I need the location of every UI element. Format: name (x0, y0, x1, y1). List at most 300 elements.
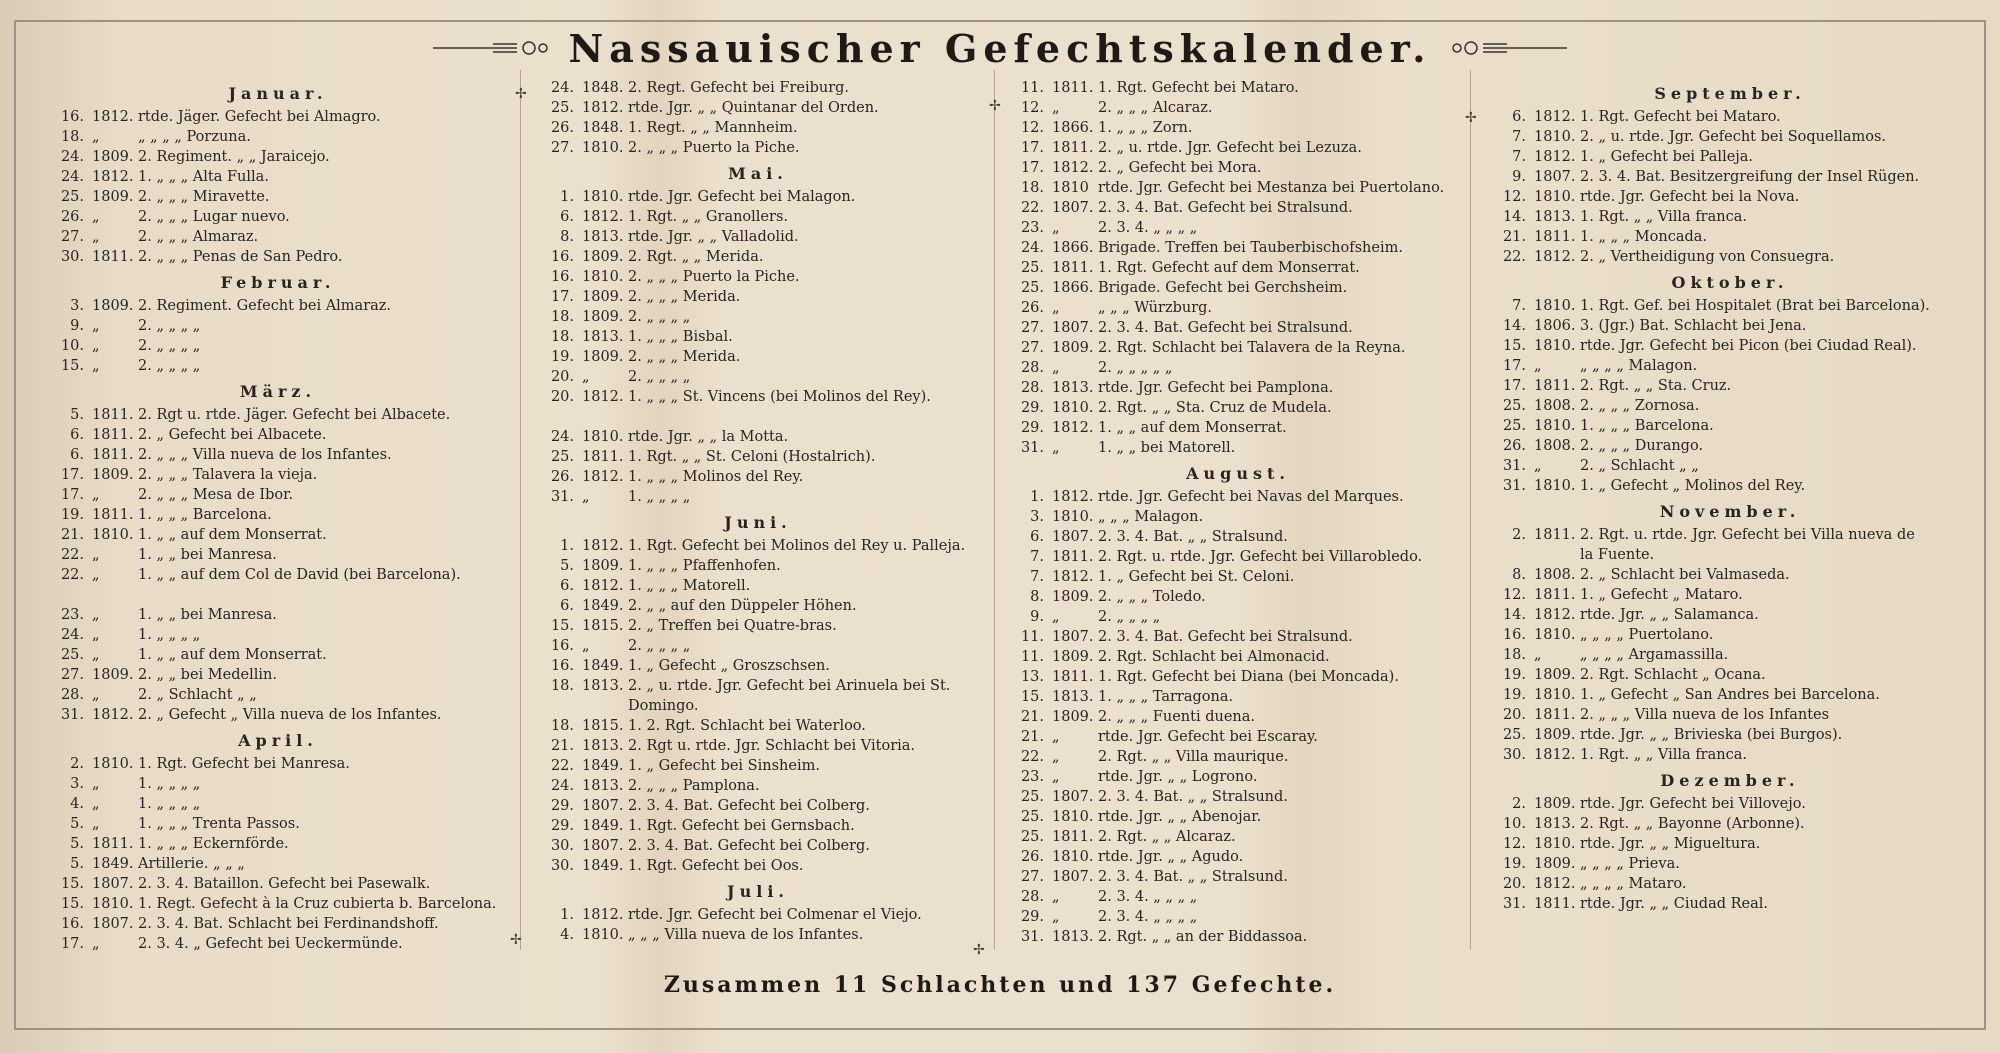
entry-year: 1810. (1534, 338, 1576, 354)
entry-text: 2. 3. 4. Bataillon. Gefecht bei Pasewalk. (138, 876, 431, 892)
calendar-entry (1018, 198, 1458, 218)
cross-mark-icon: ✢ (1465, 110, 1477, 126)
calendar-entry (548, 287, 968, 307)
entry-text: 2. „ „ „ Miravette. (138, 189, 270, 205)
entry-text: 2. „ „ „ „ (628, 369, 691, 385)
entry-text: „ „ „ „ Argamassilla. (1580, 647, 1729, 663)
calendar-entry (548, 487, 968, 507)
entry-text: rtde. Jgr. „ „ Quintanar del Orden. (628, 100, 879, 116)
entry-year: 1810 (1052, 180, 1089, 196)
entry-day: 31. (1020, 440, 1044, 456)
calendar-entry (1018, 867, 1458, 887)
calendar-entry (58, 356, 498, 376)
entry-text: 1. „ Gefecht „ Mataro. (1580, 587, 1743, 603)
calendar-entry (1018, 907, 1458, 927)
calendar-column (1018, 78, 1458, 947)
entry-day: 12. (1020, 120, 1044, 136)
entry-year: 1809. (92, 467, 134, 483)
calendar-entry (58, 685, 498, 705)
entry-day: 19. (1502, 687, 1526, 703)
entry-text: 1. Rgt. Gefecht auf dem Monserrat. (1098, 260, 1360, 276)
entry-day: 1. (1030, 489, 1044, 505)
month-heading: August. (1186, 464, 1290, 483)
entry-day: 6. (560, 578, 574, 594)
calendar-entry (1018, 647, 1458, 667)
entry-year: 1811. (1534, 707, 1576, 723)
entry-day: 29. (1020, 420, 1044, 436)
entry-year: 1810. (1534, 478, 1576, 494)
entry-text: 2. 3. 4. „ „ „ „ (1098, 889, 1198, 905)
entry-day: 22. (60, 547, 84, 563)
entry-day: 31. (1502, 896, 1526, 912)
entry-year: 1812. (1052, 569, 1094, 585)
entry-text: 2. 3. 4. Bat. Schlacht bei Ferdinandshoff. (138, 916, 439, 932)
entry-day: 17. (60, 467, 84, 483)
calendar-entry (1018, 438, 1458, 458)
calendar-entry (548, 267, 968, 287)
calendar-entry (1018, 607, 1458, 627)
calendar-entry (1500, 565, 1960, 585)
entry-year: 1809. (582, 558, 624, 574)
entry-year: „ (92, 209, 100, 225)
entry-year: „ (92, 607, 100, 623)
entry-day: 22. (1020, 200, 1044, 216)
entry-text: 1. Rgt. Gefecht bei Manresa. (138, 756, 350, 772)
calendar-entry (548, 616, 968, 636)
calendar-entry (58, 814, 498, 834)
entry-text: 1. „ „ „ Molinos del Rey. (628, 469, 804, 485)
entry-day: 6. (70, 447, 84, 463)
entry-text: 1. Rgt. Gefecht bei Diana (bei Moncada). (1098, 669, 1399, 685)
entry-text: rtde. Jgr. Gefecht bei Escaray. (1098, 729, 1318, 745)
entry-day: 5. (70, 816, 84, 832)
calendar-entry (1018, 507, 1458, 527)
entry-day: 19. (60, 507, 84, 523)
entry-day: 18. (550, 718, 574, 734)
calendar-entry (1500, 834, 1960, 854)
entry-text: 2. „ Schlacht „ „ (138, 687, 257, 703)
calendar-entry (548, 227, 968, 247)
calendar-entry (548, 98, 968, 118)
calendar-entry (1500, 107, 1960, 127)
entry-text: 1. Rgt. „ „ Villa franca. (1580, 747, 1747, 763)
entry-text: 2. „ „ „ Merida. (628, 289, 741, 305)
entry-text: rtde. Jgr. „ „ Salamanca. (1580, 607, 1759, 623)
calendar-entry (1500, 665, 1960, 685)
entry-day: 21. (1502, 229, 1526, 245)
month-heading: Mai. (728, 164, 788, 183)
entry-day: 19. (1502, 667, 1526, 683)
entry-day: 25. (1020, 789, 1044, 805)
calendar-entry (1018, 807, 1458, 827)
month-heading: April. (238, 731, 318, 750)
cross-mark-icon: ✢ (989, 98, 1001, 114)
calendar-entry (58, 774, 498, 794)
entry-text: 2. „ „ „ Alcaraz. (1098, 100, 1213, 116)
cross-mark-icon: ✢ (515, 86, 527, 102)
entry-text: 2. 3. 4. Bat. Gefecht bei Colberg. (628, 798, 870, 814)
entry-day: 26. (1020, 300, 1044, 316)
entry-day: 9. (70, 318, 84, 334)
entry-day: 5. (70, 407, 84, 423)
entry-day: 17. (550, 289, 574, 305)
entry-day: 16. (60, 109, 84, 125)
entry-text: 2. Rgt. Schlacht bei Talavera de la Reyna. (1098, 340, 1406, 356)
entry-day: 28. (1020, 889, 1044, 905)
entry-year: 1809. (1534, 796, 1576, 812)
calendar-entry (548, 327, 968, 347)
month-heading: Februar. (220, 273, 336, 292)
cross-mark-icon: ✢ (973, 942, 985, 958)
entry-text: 2. 3. 4. Bat. Gefecht bei Stralsund. (1098, 320, 1353, 336)
entry-year: „ (92, 338, 100, 354)
entry-day: 20. (1502, 876, 1526, 892)
entry-year: 1812. (1534, 149, 1576, 165)
entry-year: 1807. (1534, 169, 1576, 185)
calendar-entry (548, 347, 968, 367)
entry-day: 17. (60, 936, 84, 952)
entry-year: 1811. (1534, 378, 1576, 394)
entry-year: 1811. (92, 427, 134, 443)
entry-year: 1848. (582, 80, 624, 96)
entry-text: 2. „ „ „ „ (1098, 609, 1161, 625)
entry-text: 2. Rgt. „ „ Alcaraz. (1098, 829, 1236, 845)
calendar-entry (58, 605, 498, 625)
calendar-entry (1018, 827, 1458, 847)
entry-text: „ „ „ „ Porzuna. (138, 129, 251, 145)
entry-text: 2. 3. 4. „ Gefecht bei Ueckermünde. (138, 936, 403, 952)
calendar-entry (1018, 78, 1458, 98)
calendar-entry (1018, 178, 1458, 198)
entry-day: 15. (60, 876, 84, 892)
entry-year: 1811. (1534, 587, 1576, 603)
entry-year: 1813. (582, 229, 624, 245)
entry-year: 1809. (582, 309, 624, 325)
entry-year: 1809. (92, 189, 134, 205)
calendar-entry (58, 665, 498, 685)
entry-year: 1849. (582, 658, 624, 674)
entry-year: 1811. (1534, 229, 1576, 245)
entry-text: 1. „ „ auf dem Monserrat. (1098, 420, 1287, 436)
entry-year: 1810. (1052, 509, 1094, 525)
entry-year: „ (582, 489, 590, 505)
calendar-entry (1018, 847, 1458, 867)
entry-day: 20. (550, 369, 574, 385)
entry-day: 18. (1020, 180, 1044, 196)
entry-year: „ (1052, 440, 1060, 456)
entry-text: 2. „ „ „ „ (138, 338, 201, 354)
calendar-entry (1500, 416, 1960, 436)
entry-year: „ (92, 647, 100, 663)
entry-year: „ (92, 687, 100, 703)
entry-year: 1807. (1052, 869, 1094, 885)
calendar-entry (1018, 567, 1458, 587)
entry-text: rtde. Jgr. „ „ la Motta. (628, 429, 789, 445)
entry-year: 1809. (1534, 856, 1576, 872)
entry-year: 1809. (582, 289, 624, 305)
calendar-entry (1018, 687, 1458, 707)
entry-text: 2. „ „ „ Toledo. (1098, 589, 1206, 605)
entry-text: 1. „ „ „ „ (138, 776, 201, 792)
entry-year: 1849. (582, 598, 624, 614)
entry-day: 22. (60, 567, 84, 583)
calendar-entry (58, 445, 498, 465)
entry-text: 2. Rgt. „ „ Bayonne (Arbonne). (1580, 816, 1805, 832)
entry-day: 15. (60, 896, 84, 912)
entry-year: 1812. (582, 538, 624, 554)
entry-text: 1. „ „ „ Zorn. (1098, 120, 1193, 136)
entry-day: 15. (1502, 338, 1526, 354)
entry-year: 1809. (1052, 589, 1094, 605)
calendar-entry (58, 625, 498, 645)
entry-text: 1. „ „ bei Manresa. (138, 607, 277, 623)
entry-text: 2. „ „ „ „ (628, 309, 691, 325)
calendar-entry (58, 894, 498, 914)
calendar-entry (548, 925, 968, 945)
entry-year: „ (1052, 609, 1060, 625)
entry-text: „ „ „ „ Malagon. (1580, 358, 1698, 374)
calendar-entry (548, 776, 968, 796)
entry-day: 16. (550, 269, 574, 285)
entry-year: „ (92, 567, 100, 583)
entry-year: 1811. (1052, 140, 1094, 156)
entry-text: rtde. Jgr. „ „ Ciudad Real. (1580, 896, 1769, 912)
entry-day: 16. (1502, 627, 1526, 643)
entry-year: „ (1052, 729, 1060, 745)
entry-text: 2. „ „ „ Merida. (628, 349, 741, 365)
entry-text: 1. „ „ „ Matorell. (628, 578, 751, 594)
entry-day: 27. (1020, 869, 1044, 885)
entry-text: 2. „ Gefecht bei Albacete. (138, 427, 327, 443)
entry-text: rtde. Jgr. „ „ Migueltura. (1580, 836, 1761, 852)
entry-text: 1. „ „ bei Matorell. (1098, 440, 1236, 456)
entry-text: 1. „ „ „ „ (138, 796, 201, 812)
entry-year: 1812. (582, 100, 624, 116)
entry-text: 2. Rgt. „ „ Sta. Cruz. (1580, 378, 1732, 394)
entry-year: 1809. (1052, 709, 1094, 725)
calendar-entry (58, 565, 498, 605)
calendar-entry (548, 816, 968, 836)
entry-day: 12. (1502, 189, 1526, 205)
entry-year: 1812. (1052, 160, 1094, 176)
entry-year: 1815. (582, 618, 624, 634)
calendar-entry (58, 874, 498, 894)
entry-day: 15. (60, 358, 84, 374)
page-title: Nassauischer Gefechtskalender. (568, 25, 1432, 71)
entry-year: 1849. (582, 758, 624, 774)
entry-text: 2. „ „ „ Zornosa. (1580, 398, 1700, 414)
fold-line (994, 70, 995, 950)
entry-text: „ „ „ Würzburg. (1098, 300, 1213, 316)
entry-text: 1. Rgt. Gefecht bei Mataro. (1098, 80, 1299, 96)
entry-year: 1810. (582, 269, 624, 285)
entry-year: 1866. (1052, 280, 1094, 296)
entry-day: 6. (1030, 529, 1044, 545)
calendar-entry (58, 705, 498, 725)
entry-year: 1810. (92, 896, 134, 912)
entry-day: 5. (70, 856, 84, 872)
entry-day: 25. (1020, 260, 1044, 276)
entry-year: 1811. (1534, 527, 1576, 543)
entry-text: 2. 3. 4. Bat. Gefecht bei Stralsund. (1098, 200, 1353, 216)
calendar-entry (1500, 207, 1960, 227)
entry-day: 27. (60, 229, 84, 245)
calendar-entry (1500, 396, 1960, 416)
entry-year: 1809. (1534, 667, 1576, 683)
entry-day: 26. (1502, 438, 1526, 454)
entry-day: 31. (1020, 929, 1044, 945)
entry-text: 2. 3. 4. Bat. „ „ Stralsund. (1098, 529, 1288, 545)
entry-day: 8. (560, 229, 574, 245)
calendar-entry (1500, 336, 1960, 356)
entry-day: 30. (550, 858, 574, 874)
calendar-entry (548, 796, 968, 816)
entry-year: 1815. (582, 718, 624, 734)
entry-day: 9. (1512, 169, 1526, 185)
entry-text: 1. „ „ „ Pfaffenhofen. (628, 558, 781, 574)
entry-text: „ „ „ „ Mataro. (1580, 876, 1687, 892)
entry-year: 1810. (92, 756, 134, 772)
entry-day: 19. (1502, 856, 1526, 872)
entry-year: 1813. (582, 678, 624, 694)
calendar-entry (1018, 527, 1458, 547)
entry-year: 1809. (92, 298, 134, 314)
entry-day: 25. (1020, 280, 1044, 296)
calendar-entry (1500, 476, 1960, 496)
calendar-entry (1500, 247, 1960, 267)
entry-day: 26. (550, 120, 574, 136)
entry-text: rtde. Jgr. Gefecht bei Malagon. (628, 189, 856, 205)
calendar-entry (1500, 645, 1960, 665)
entry-day: 20. (550, 389, 574, 405)
entry-day: 23. (1020, 769, 1044, 785)
entry-year: „ (1052, 300, 1060, 316)
entry-year: „ (1052, 220, 1060, 236)
calendar-entry (1018, 338, 1458, 358)
entry-year: 1813. (1052, 689, 1094, 705)
entry-day: 6. (560, 598, 574, 614)
entry-text: 1. Rgt. Gefecht bei Gernsbach. (628, 818, 855, 834)
entry-year: 1813. (1052, 929, 1094, 945)
month-heading: Juli. (727, 882, 789, 901)
month-heading: Juni. (724, 513, 792, 532)
calendar-entry (1500, 296, 1960, 316)
calendar-entry (548, 636, 968, 656)
entry-year: 1808. (1534, 567, 1576, 583)
entry-text: 2. Rgt. „ „ an der Biddassoa. (1098, 929, 1308, 945)
entry-day: 22. (1502, 249, 1526, 265)
entry-text: „ „ „ „ Puertolano. (1580, 627, 1714, 643)
calendar-entry (58, 147, 498, 167)
entry-year: 1812. (1534, 747, 1576, 763)
entry-text: 1. „ Gefecht „ San Andres bei Barcelona. (1580, 687, 1880, 703)
entry-year: 1810. (1052, 400, 1094, 416)
calendar-entry (58, 485, 498, 505)
entry-day: 7. (1030, 569, 1044, 585)
calendar-entry (1500, 794, 1960, 814)
calendar-entry (1018, 418, 1458, 438)
entry-text: 2. Rgt. u. rtde. Jgr. Gefecht bei Villarobledo. (1098, 549, 1423, 565)
entry-year: 1810. (582, 927, 624, 943)
calendar-entry (548, 836, 968, 856)
entry-year: 1812. (1052, 489, 1094, 505)
entry-day: 16. (60, 916, 84, 932)
entry-year: 1811. (92, 249, 134, 265)
calendar-entry (1018, 767, 1458, 787)
calendar-entry (1500, 227, 1960, 247)
entry-year: 1812. (582, 469, 624, 485)
entry-year: 1810. (1534, 189, 1576, 205)
entry-text: 1. „ Gefecht bei Sinsheim. (628, 758, 820, 774)
entry-year: 1806. (1534, 318, 1576, 334)
entry-year: 1813. (582, 738, 624, 754)
entry-day: 16. (550, 249, 574, 265)
entry-day: 30. (60, 249, 84, 265)
entry-day: 3. (1030, 509, 1044, 525)
entry-day: 12. (1502, 836, 1526, 852)
calendar-entry (58, 794, 498, 814)
calendar-entry (58, 505, 498, 525)
entry-text: 1. „ „ „ St. Vincens (bei Molinos del Rey). (628, 389, 931, 405)
entry-day: 30. (1502, 747, 1526, 763)
calendar-entry (58, 207, 498, 227)
entry-day: 4. (560, 927, 574, 943)
calendar-entry (58, 247, 498, 267)
entry-year: 1849. (92, 856, 134, 872)
calendar-entry (1018, 487, 1458, 507)
calendar-entry (1500, 436, 1960, 456)
calendar-entry (1018, 398, 1458, 418)
entry-text: 1. Regt. „ „ Mannheim. (628, 120, 798, 136)
calendar-entry (548, 656, 968, 676)
calendar-entry (1500, 147, 1960, 167)
calendar-entry (1018, 98, 1458, 118)
entry-year: 1849. (582, 818, 624, 834)
entry-year: 1807. (582, 838, 624, 854)
entry-text: 2. „ Vertheidigung von Consuegra. (1580, 249, 1835, 265)
entry-text: Artillerie. „ „ „ (138, 856, 245, 872)
entry-text: Brigade. Gefecht bei Gerchsheim. (1098, 280, 1348, 296)
entry-text: 1. „ „ auf dem Monserrat. (138, 647, 327, 663)
entry-day: 28. (1020, 360, 1044, 376)
entry-day: 14. (1502, 209, 1526, 225)
entry-year: 1848. (582, 120, 624, 136)
calendar-entry (58, 296, 498, 316)
entry-text: 1. Rgt. „ „ St. Celoni (Hostalrich). (628, 449, 876, 465)
entry-day: 6. (560, 209, 574, 225)
entry-day: 7. (1512, 298, 1526, 314)
calendar-entry (1500, 685, 1960, 705)
entry-year: 1811. (92, 507, 134, 523)
entry-year: „ (92, 129, 100, 145)
entry-text: rtde. Jgr. Gefecht bei Villovejo. (1580, 796, 1806, 812)
entry-text: 1. Rgt. „ „ Granollers. (628, 209, 788, 225)
entry-day: 29. (550, 818, 574, 834)
entry-text: 1. „ „ „ Bisbal. (628, 329, 733, 345)
entry-year: 1812. (92, 109, 134, 125)
entry-day: 14. (1502, 607, 1526, 623)
calendar-entry (58, 914, 498, 934)
entry-year: „ (92, 627, 100, 643)
entry-day: 1. (560, 189, 574, 205)
entry-year: 1807. (1052, 200, 1094, 216)
calendar-entry (548, 856, 968, 876)
entry-text: 1. „ „ „ Barcelona. (138, 507, 272, 523)
entry-text: 2. „ „ „ „ (138, 358, 201, 374)
entry-text: „ „ „ Villa nueva de los Infantes. (628, 927, 864, 943)
entry-text: 2. „ Treffen bei Quatre-bras. (628, 618, 837, 634)
calendar-entry (548, 676, 968, 716)
